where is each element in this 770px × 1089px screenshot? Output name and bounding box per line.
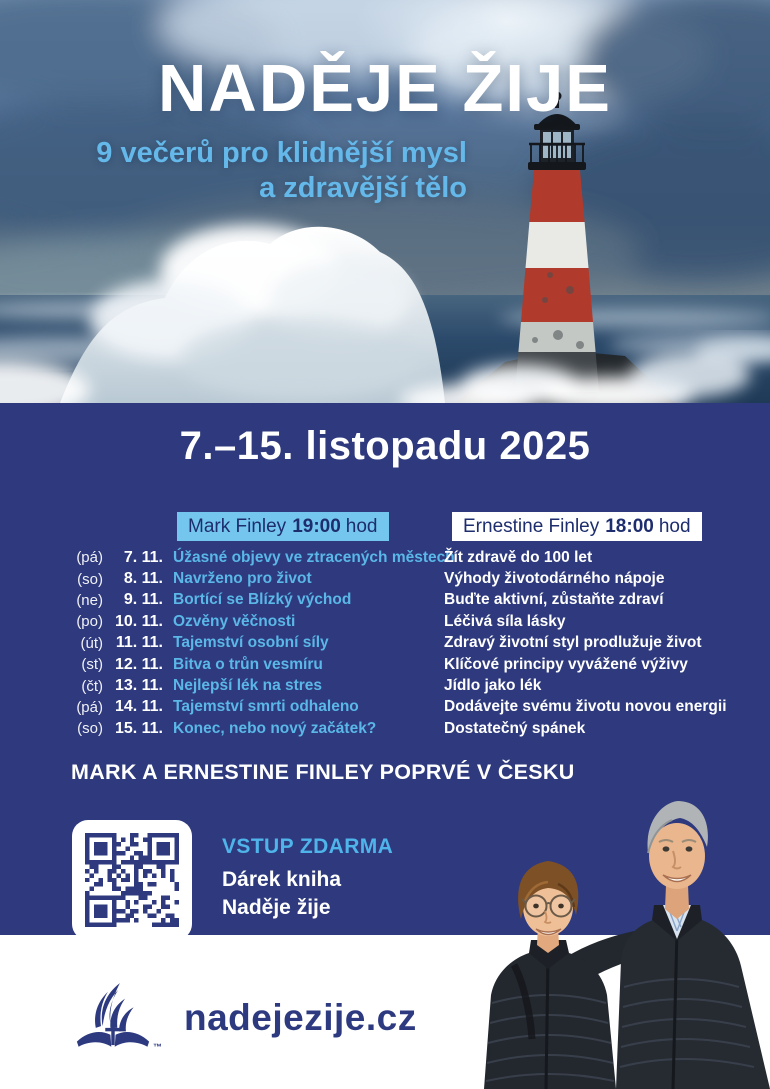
date-label: 11. 11. <box>115 634 163 652</box>
weekday-label: (pá) <box>76 698 103 716</box>
hero-section <box>0 0 770 403</box>
event-dates: 7.–15. listopadu 2025 <box>179 424 591 468</box>
gift-line2: Naděje žije <box>222 896 331 919</box>
adventist-church-logo-icon <box>70 978 156 1064</box>
qr-code-icon[interactable] <box>85 833 179 927</box>
event-subtitle <box>0 136 467 206</box>
mark-lecture-title: Bortící se Blízký východ <box>173 591 352 609</box>
ernestine-lecture-title: Žít zdravě do 100 let <box>444 548 593 566</box>
weekday-label: (ne) <box>76 591 103 609</box>
mark-lecture-title: Nejlepší lék na stres <box>173 677 323 695</box>
schedule-row <box>0 633 770 654</box>
speaker-badge-mark <box>177 512 389 541</box>
mark-lecture-title: Tajemství osobní síly <box>173 634 329 652</box>
speaker-name: Ernestine Finley <box>463 515 600 537</box>
ernestine-lecture-title: Dostatečný spánek <box>444 719 586 737</box>
mark-lecture-title: Bitva o trůn vesmíru <box>173 655 323 673</box>
schedule-row <box>0 675 770 696</box>
ernestine-lecture-title: Buďte aktivní, zůstaňte zdraví <box>444 591 664 609</box>
woman-figure <box>484 861 616 1089</box>
schedule-row <box>0 718 770 739</box>
mark-lecture-title: Tajemství smrti odhaleno <box>173 698 359 716</box>
mark-lecture-title: Konec, nebo nový začátek? <box>173 719 377 737</box>
free-entry-headline: VSTUP ZDARMA <box>222 835 394 858</box>
date-label: 13. 11. <box>114 677 163 695</box>
date-label: 7. 11. <box>123 548 163 566</box>
weekday-label: (pá) <box>76 549 103 567</box>
weekday-label: (čt) <box>81 677 103 695</box>
gift-line1: Dárek kniha <box>222 868 342 891</box>
schedule-row <box>0 654 770 675</box>
date-label: 14. 11. <box>114 698 163 716</box>
schedule-row <box>0 547 770 568</box>
session-time: 19:00 <box>292 515 341 537</box>
date-label: 9. 11. <box>123 591 163 609</box>
first-time-tagline: MARK A ERNESTINE FINLEY POPRVÉ V ČESKU <box>71 760 575 784</box>
date-label: 12. 11. <box>114 655 163 673</box>
mark-lecture-title: Úžasné objevy ve ztracených městech <box>173 548 455 566</box>
qr-card <box>72 820 192 940</box>
ernestine-lecture-title: Zdravý životní styl prodlužuje život <box>444 634 702 652</box>
time-unit: hod <box>658 515 691 537</box>
time-unit: hod <box>345 515 378 537</box>
schedule-row <box>0 568 770 589</box>
logo-trademark: ™ <box>153 1042 162 1052</box>
event-title: NADĚJE ŽIJE <box>158 51 612 126</box>
schedule-list <box>0 547 770 740</box>
ernestine-lecture-title: Jídlo jako lék <box>444 677 542 695</box>
ernestine-lecture-title: Léčivá síla lásky <box>444 612 566 630</box>
mark-lecture-title: Ozvěny věčnosti <box>173 612 296 630</box>
event-subtitle-line2: a zdravější tělo <box>259 171 467 204</box>
ernestine-lecture-title: Klíčové principy vyvážené výživy <box>444 655 688 673</box>
mark-lecture-title: Navrženo pro život <box>173 570 312 588</box>
session-time: 18:00 <box>605 515 654 537</box>
event-subtitle-line1: 9 večerů pro klidnější mysl <box>96 137 467 169</box>
schedule-row <box>0 590 770 611</box>
schedule-row <box>0 697 770 718</box>
schedule-row <box>0 611 770 632</box>
weekday-label: (so) <box>77 570 103 588</box>
weekday-label: (po) <box>76 613 103 631</box>
date-label: 15. 11. <box>114 719 163 737</box>
weekday-label: (so) <box>77 720 103 738</box>
weekday-label: (út) <box>80 634 103 652</box>
ernestine-lecture-title: Výhody životodárného nápoje <box>444 570 665 588</box>
date-label: 8. 11. <box>123 570 163 588</box>
website-url[interactable]: nadejezije.cz <box>184 997 417 1038</box>
speaker-badge-ernestine <box>452 512 702 541</box>
ernestine-lecture-title: Dodávejte svému životu novou energii <box>444 698 727 716</box>
speaker-name: Mark Finley <box>188 515 287 537</box>
date-label: 10. 11. <box>114 612 163 630</box>
weekday-label: (st) <box>81 656 103 674</box>
mark-and-ernestine-finley-photo <box>430 789 770 1089</box>
